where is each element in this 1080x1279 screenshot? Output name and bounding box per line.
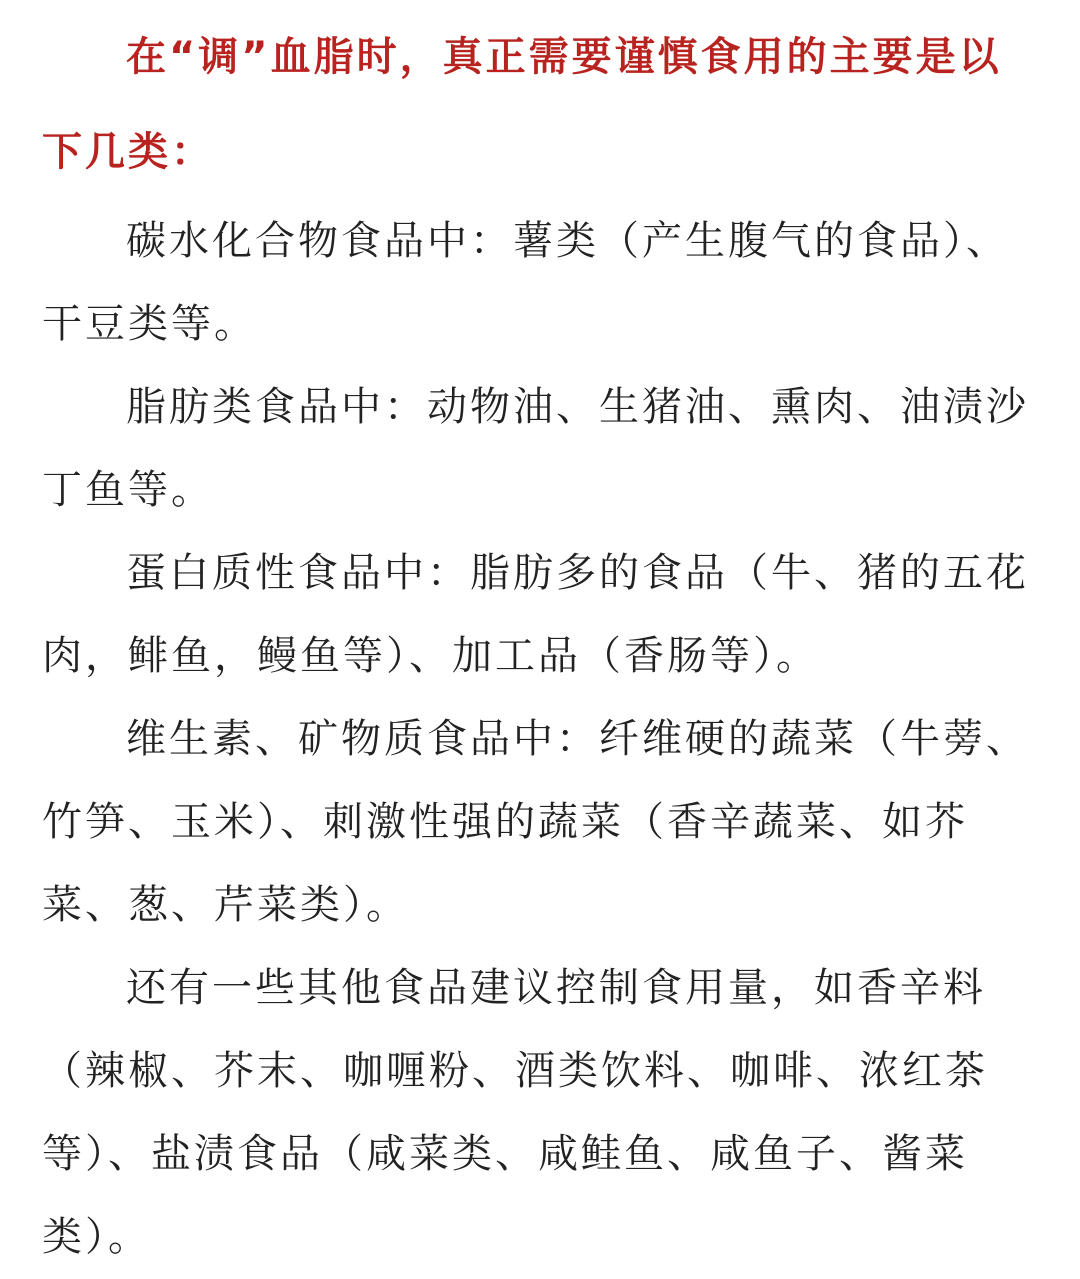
paragraph-protein-foods: 蛋白质性食品中：脂肪多的食品（牛、猪的五花肉，鲱鱼，鳗鱼等）、加工品（香肠等）。 [42,550,1029,679]
section-heading: 在“调”血脂时，真正需要谨慎食用的主要是以下几类： [42,34,1002,175]
article-body [42,10,1038,1279]
paragraph-other-foods: 还有一些其他食品建议控制食用量，如香辛料（辣椒、芥末、咖喱粉、酒类饮料、咖啡、浓红茶等）、盐渍食品（咸菜类、咸鲑鱼、咸鱼子、酱菜类）。 [42,965,988,1260]
paragraph-vitamin-mineral-foods: 维生素、矿物质食品中：纤维硬的蔬菜（牛蒡、竹笋、玉米）、刺激性强的蔬菜（香辛蔬菜、如芥菜、葱、芹菜类）。 [42,716,1029,928]
paragraph-carbohydrate-foods: 碳水化合物食品中：薯类（产生腹气的食品）、干豆类等。 [42,218,1009,347]
paragraph-fat-foods: 脂肪类食品中：动物油、生猪油、熏肉、油渍沙丁鱼等。 [42,384,1029,513]
